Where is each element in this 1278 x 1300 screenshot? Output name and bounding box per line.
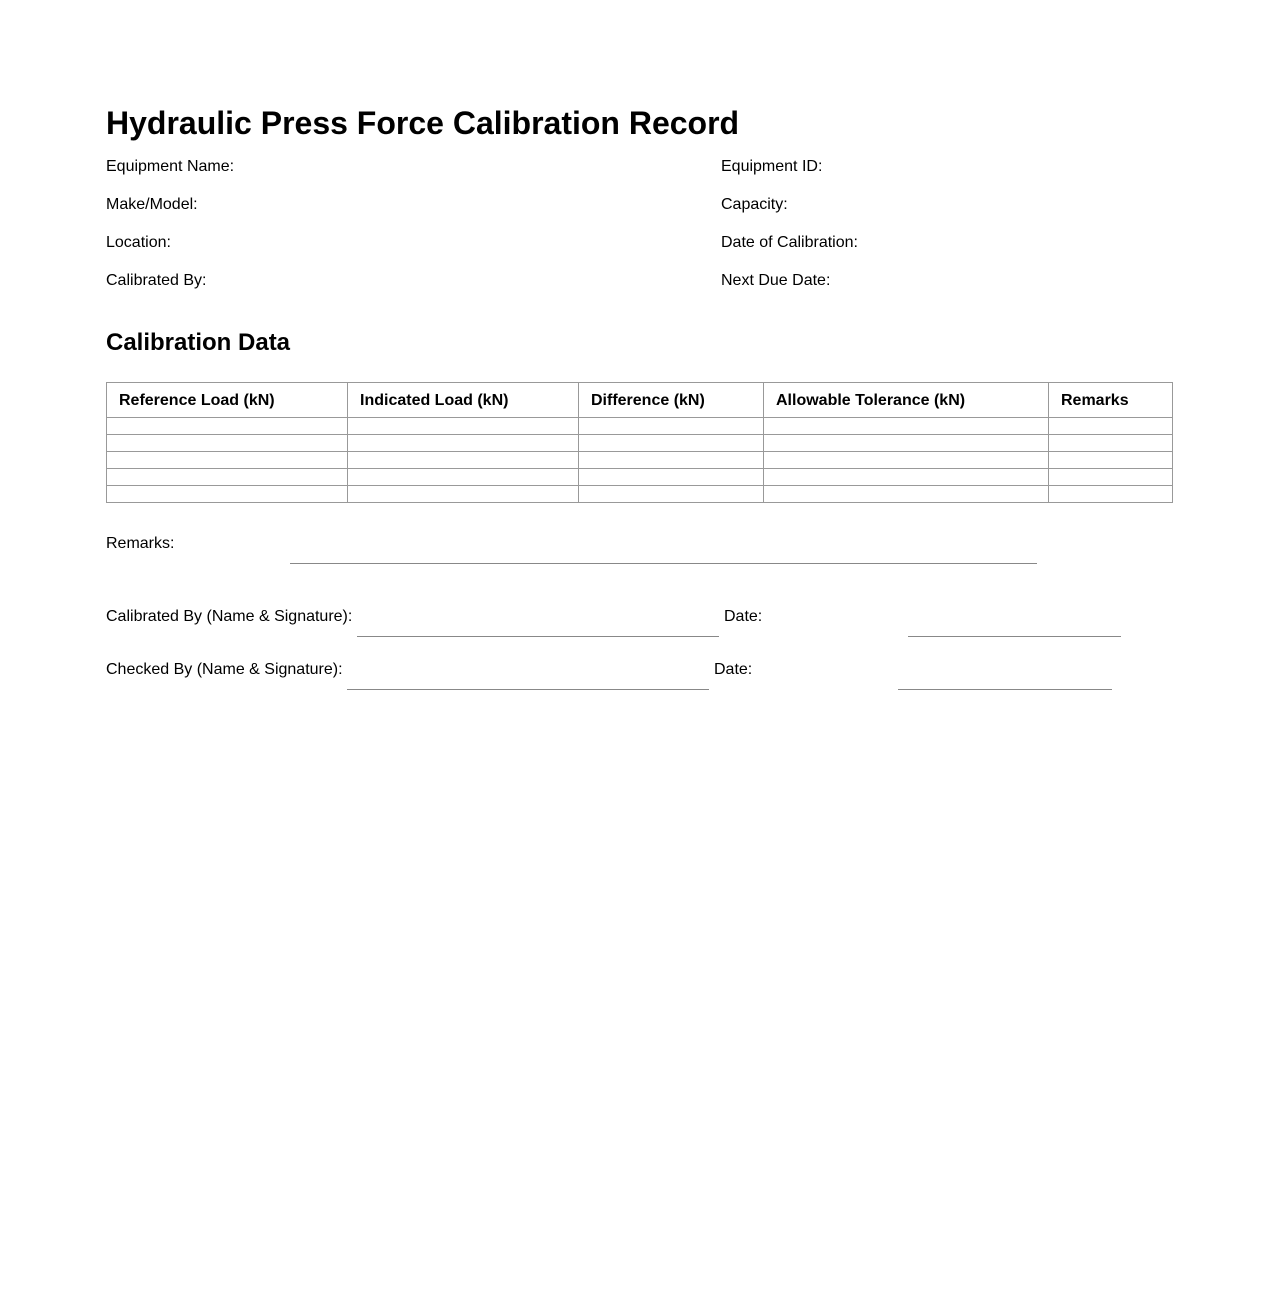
- calibrated-date-label: Date:: [724, 608, 763, 625]
- table-row: [107, 435, 1173, 452]
- table-cell[interactable]: [107, 435, 348, 452]
- table-row: [107, 452, 1173, 469]
- table-cell[interactable]: [1049, 469, 1173, 486]
- table-cell[interactable]: [579, 486, 764, 503]
- date-of-calibration-label: Date of Calibration:: [721, 234, 858, 251]
- column-header-difference: Difference (kN): [579, 383, 764, 418]
- table-cell[interactable]: [764, 435, 1049, 452]
- table-cell[interactable]: [579, 469, 764, 486]
- table-cell[interactable]: [764, 486, 1049, 503]
- table-cell[interactable]: [1049, 435, 1173, 452]
- table-cell[interactable]: [348, 418, 579, 435]
- checked-date-line[interactable]: [898, 689, 1112, 690]
- table-cell[interactable]: [107, 418, 348, 435]
- table-cell[interactable]: [1049, 486, 1173, 503]
- table-cell[interactable]: [348, 435, 579, 452]
- checked-date-label: Date:: [714, 661, 753, 678]
- equipment-name-label: Equipment Name:: [106, 158, 235, 175]
- equipment-id-label: Equipment ID:: [721, 158, 823, 175]
- column-header-indicated-load: Indicated Load (kN): [348, 383, 579, 418]
- table-cell[interactable]: [348, 452, 579, 469]
- remarks-line[interactable]: [290, 563, 1037, 564]
- table-cell[interactable]: [579, 418, 764, 435]
- location-label: Location:: [106, 234, 171, 251]
- table-cell[interactable]: [579, 452, 764, 469]
- table-cell[interactable]: [579, 435, 764, 452]
- table-cell[interactable]: [764, 418, 1049, 435]
- checked-by-signature-label: Checked By (Name & Signature):: [106, 661, 343, 678]
- calibrated-by-signature-line[interactable]: [357, 636, 719, 637]
- table-header-row: [107, 383, 1173, 418]
- column-header-allowable-tolerance: Allowable Tolerance (kN): [764, 383, 1049, 418]
- table-cell[interactable]: [107, 452, 348, 469]
- next-due-date-label: Next Due Date:: [721, 272, 831, 289]
- calibrated-by-signature-label: Calibrated By (Name & Signature):: [106, 608, 353, 625]
- table-cell[interactable]: [107, 469, 348, 486]
- column-header-remarks: Remarks: [1049, 383, 1173, 418]
- column-header-reference-load: Reference Load (kN): [107, 383, 348, 418]
- table-row: [107, 469, 1173, 486]
- table-cell[interactable]: [1049, 452, 1173, 469]
- table-cell[interactable]: [107, 486, 348, 503]
- make-model-label: Make/Model:: [106, 196, 198, 213]
- calibration-data-heading: Calibration Data: [106, 329, 291, 356]
- calibrated-date-line[interactable]: [908, 636, 1121, 637]
- capacity-label: Capacity:: [721, 196, 788, 213]
- table-cell[interactable]: [348, 486, 579, 503]
- remarks-label: Remarks:: [106, 535, 175, 552]
- table-cell[interactable]: [764, 469, 1049, 486]
- table-cell[interactable]: [348, 469, 579, 486]
- calibration-data-table: [106, 382, 1173, 503]
- checked-by-signature-line[interactable]: [347, 689, 709, 690]
- calibrated-by-label: Calibrated By:: [106, 272, 207, 289]
- table-cell[interactable]: [1049, 418, 1173, 435]
- table-row: [107, 418, 1173, 435]
- table-cell[interactable]: [764, 452, 1049, 469]
- document-title: Hydraulic Press Force Calibration Record: [106, 105, 740, 141]
- table-row: [107, 486, 1173, 503]
